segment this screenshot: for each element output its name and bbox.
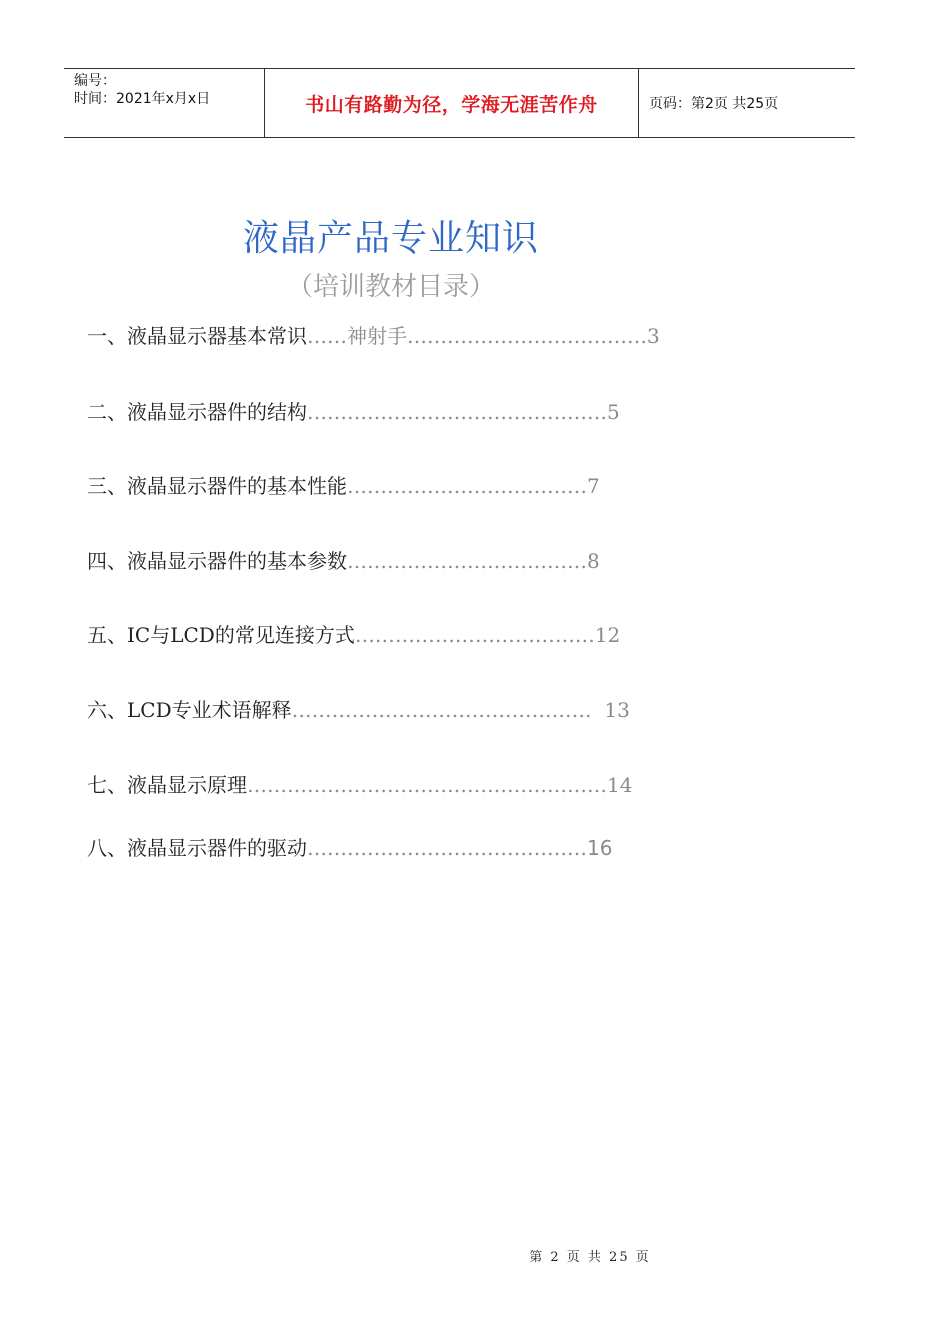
toc-label: 五、IC与LCD的常见连接方式 <box>87 623 355 647</box>
toc-leader: ……………………………………………… <box>247 773 607 797</box>
toc-page-number: 7 <box>587 474 600 498</box>
toc-leader: ……………………………………… <box>307 400 607 424</box>
toc-label: 三、液晶显示器件的基本性能 <box>87 474 347 498</box>
toc-leader: ……………………………… <box>354 623 595 647</box>
toc-page-number: 8 <box>587 549 600 573</box>
header-table <box>64 68 855 138</box>
toc-label: 七、液晶显示原理 <box>87 773 247 797</box>
toc-leader: ……………………………… <box>407 324 647 348</box>
time-label: 时间：2021年x月x日 <box>74 91 211 107</box>
page-footer: 第 2 页 共 25 页 <box>529 1250 651 1265</box>
toc-label: 八、液晶显示器件的驱动 <box>87 836 307 860</box>
toc-label: 一、液晶显示器基本常识 <box>87 324 307 348</box>
toc-item[interactable] <box>87 832 612 861</box>
document-subtitle: （培训教材目录） <box>286 272 495 302</box>
toc-leader: …………………………………… <box>307 836 587 860</box>
toc-item[interactable] <box>87 619 620 648</box>
document-title: 液晶产品专业知识 <box>242 218 539 259</box>
toc-page-number: 14 <box>607 773 633 797</box>
toc-item[interactable] <box>87 396 620 425</box>
toc-leader: ……………………………… <box>347 474 587 498</box>
toc-leader: …… <box>307 324 347 348</box>
toc-item[interactable] <box>87 470 600 499</box>
header-page-label: 页码：第2页 共25页 <box>649 96 779 112</box>
toc-page-number: 16 <box>587 836 613 860</box>
toc-item[interactable] <box>87 769 632 798</box>
header-motto: 书山有路勤为径，学海无涯苦作舟 <box>265 69 639 137</box>
toc-author: 神射手 <box>347 324 407 348</box>
toc-page-number: 3 <box>647 324 660 348</box>
toc-leader: ……………………………………… <box>291 698 605 722</box>
toc-item[interactable] <box>87 694 630 723</box>
toc-item[interactable] <box>87 320 660 349</box>
number-label: 编号： <box>74 73 116 89</box>
toc-page-number: 12 <box>594 623 621 647</box>
toc-leader: ……………………………… <box>347 549 587 573</box>
header-info-cell <box>64 69 265 137</box>
toc-label: 六、LCD专业术语解释 <box>87 698 292 722</box>
toc-page-number: 5 <box>607 400 620 424</box>
toc-item[interactable] <box>87 545 600 574</box>
toc-label: 四、液晶显示器件的基本参数 <box>87 549 347 573</box>
toc-label: 二、液晶显示器件的结构 <box>87 400 307 424</box>
toc-page-number: 13 <box>604 698 630 722</box>
